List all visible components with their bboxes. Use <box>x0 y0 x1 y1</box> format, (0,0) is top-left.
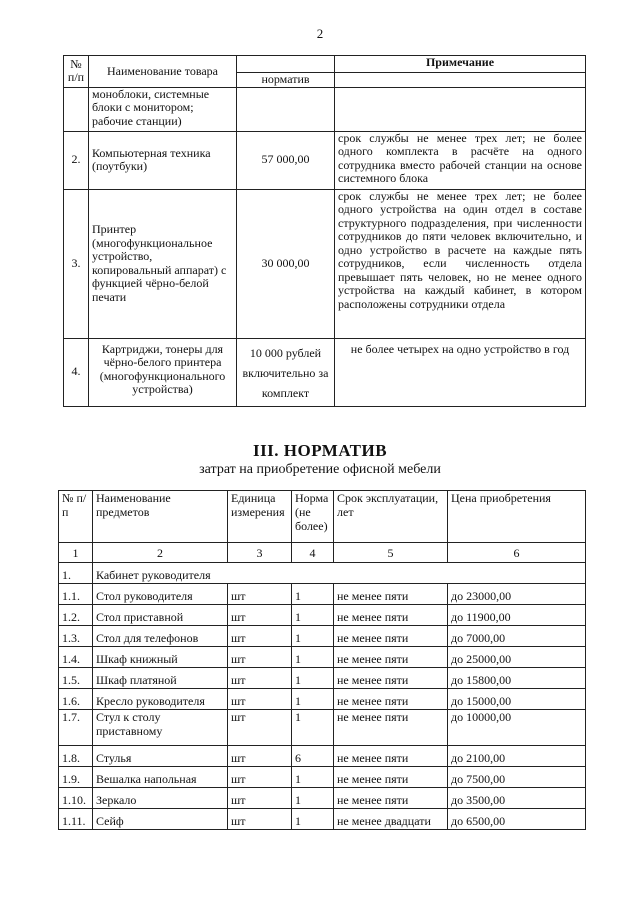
row-num: 2. <box>64 131 89 189</box>
row-norm: 1 <box>292 788 334 809</box>
col-number: 4 <box>292 543 334 563</box>
row-price: до 11900,00 <box>448 605 586 626</box>
row-name: Сейф <box>93 809 228 830</box>
row-norm: 1 <box>292 647 334 668</box>
row-num: 1.6. <box>59 689 93 710</box>
row-num: 1.2. <box>59 605 93 626</box>
table-row <box>59 689 586 710</box>
row-unit: шт <box>228 689 292 710</box>
table-row <box>59 668 586 689</box>
row-term: не менее пяти <box>334 746 448 767</box>
group-num: 1. <box>59 563 93 584</box>
row-num: 1.8. <box>59 746 93 767</box>
row-note: срок службы не менее трех лет; не более одного устройства на один отдел в составе структурного подразделения, при численности сотрудников до пяти человек включительно, и одно устройство в расчете на каждые пять сотрудников, если численность отдела превышает пять человек, но не менее одного устройства на каждый кабинет, в котором расположены сотрудники отдела <box>335 189 586 338</box>
header-name: Наименование товара <box>89 56 237 88</box>
row-norm: 1 <box>292 668 334 689</box>
table-row <box>59 710 586 746</box>
row-name: Стол для телефонов <box>93 626 228 647</box>
header-note: Примечание <box>335 56 586 73</box>
header-unit: Единица измерения <box>228 491 292 543</box>
col-number: 3 <box>228 543 292 563</box>
col-number: 1 <box>59 543 93 563</box>
header-norm-empty <box>237 56 335 73</box>
row-name: Компьютерная техника (поутбуки) <box>89 131 237 189</box>
header-note-empty <box>335 73 586 88</box>
row-term: не менее пяти <box>334 710 448 746</box>
row-num: 1.4. <box>59 647 93 668</box>
row-unit: шт <box>228 605 292 626</box>
section-subtitle: затрат на приобретение офисной мебели <box>199 462 441 477</box>
header-num: № п/п <box>59 491 93 543</box>
section-title: III. НОРМАТИВ <box>252 441 388 460</box>
row-term: не менее пяти <box>334 626 448 647</box>
row-norm <box>237 87 335 131</box>
row-unit: шт <box>228 584 292 605</box>
table-row <box>59 767 586 788</box>
row-note: срок службы не менее трех лет; не более одного комплекта в расчёте на одного сотрудника вместо рабочей станции на основе системного блока <box>335 131 586 189</box>
row-term: не менее пяти <box>334 788 448 809</box>
row-name: Стол приставной <box>93 605 228 626</box>
row-price: до 15000,00 <box>448 689 586 710</box>
row-num: 1.10. <box>59 788 93 809</box>
row-num: 1.5. <box>59 668 93 689</box>
row-unit: шт <box>228 746 292 767</box>
table-row <box>59 746 586 767</box>
header-term: Срок эксплуатации, лет <box>334 491 448 543</box>
row-unit: шт <box>228 668 292 689</box>
table-row <box>59 605 586 626</box>
table-row <box>59 647 586 668</box>
row-term: не менее пяти <box>334 689 448 710</box>
equipment-norms-table <box>63 55 586 407</box>
row-norm: 1 <box>292 710 334 746</box>
header-name: Наименование предметов <box>93 491 228 543</box>
col-number: 2 <box>93 543 228 563</box>
row-term: не менее пяти <box>334 584 448 605</box>
row-norm: 6 <box>292 746 334 767</box>
row-unit: шт <box>228 809 292 830</box>
row-term: не менее пяти <box>334 767 448 788</box>
row-unit: шт <box>228 710 292 746</box>
table-row <box>59 626 586 647</box>
row-norm: 30 000,00 <box>237 189 335 338</box>
row-num: 1.7. <box>59 710 93 746</box>
row-num: 4. <box>64 338 89 406</box>
row-num: 3. <box>64 189 89 338</box>
row-name: Вешалка напольная <box>93 767 228 788</box>
row-norm: 1 <box>292 809 334 830</box>
row-num: 1.3. <box>59 626 93 647</box>
row-price: до 6500,00 <box>448 809 586 830</box>
row-term: не менее двадцати <box>334 809 448 830</box>
row-norm: 1 <box>292 584 334 605</box>
col-number: 6 <box>448 543 586 563</box>
row-norm: 1 <box>292 689 334 710</box>
row-name: моноблоки, системные блоки с монитором; рабочие станции) <box>89 87 237 131</box>
row-norm: 1 <box>292 767 334 788</box>
row-unit: шт <box>228 788 292 809</box>
row-term: не менее пяти <box>334 668 448 689</box>
col-number: 5 <box>334 543 448 563</box>
row-num: 1.11. <box>59 809 93 830</box>
header-norm: Норма (не более) <box>292 491 334 543</box>
row-price: до 15800,00 <box>448 668 586 689</box>
row-note: не более четырех на одно устройство в год <box>335 338 586 406</box>
furniture-norms-table <box>58 490 586 830</box>
row-unit: шт <box>228 767 292 788</box>
header-price: Цена приобретения <box>448 491 586 543</box>
row-name: Стол руководителя <box>93 584 228 605</box>
row-name: Картриджи, тонеры для чёрно-белого принтера (многофункционального устройства) <box>89 338 237 406</box>
row-term: не менее пяти <box>334 605 448 626</box>
table-row <box>59 788 586 809</box>
row-name: Принтер (многофункциональное устройство, копировальный аппарат) с функцией чёрно-белой печати <box>89 189 237 338</box>
row-name: Стул к столу приставному <box>93 710 228 746</box>
row-price: до 10000,00 <box>448 710 586 746</box>
row-price: до 3500,00 <box>448 788 586 809</box>
row-price: до 7500,00 <box>448 767 586 788</box>
group-name: Кабинет руководителя <box>93 563 586 584</box>
row-price: до 7000,00 <box>448 626 586 647</box>
row-norm: 1 <box>292 605 334 626</box>
row-term: не менее пяти <box>334 647 448 668</box>
header-num: № п/п <box>64 56 89 88</box>
table-row <box>59 584 586 605</box>
row-norm: 10 000 рублей включительно за комплект <box>237 338 335 406</box>
row-norm: 57 000,00 <box>237 131 335 189</box>
row-price: до 23000,00 <box>448 584 586 605</box>
table-row <box>59 809 586 830</box>
row-price: до 25000,00 <box>448 647 586 668</box>
row-name: Стулья <box>93 746 228 767</box>
page-number: 2 <box>316 26 324 41</box>
row-num: 1.9. <box>59 767 93 788</box>
row-name: Зеркало <box>93 788 228 809</box>
row-price: до 2100,00 <box>448 746 586 767</box>
row-name: Шкаф платяной <box>93 668 228 689</box>
row-unit: шт <box>228 647 292 668</box>
header-norm: норматив <box>237 73 335 88</box>
row-name: Кресло руководителя <box>93 689 228 710</box>
row-norm: 1 <box>292 626 334 647</box>
row-name: Шкаф книжный <box>93 647 228 668</box>
row-unit: шт <box>228 626 292 647</box>
row-num <box>64 87 89 131</box>
row-note <box>335 87 586 131</box>
row-num: 1.1. <box>59 584 93 605</box>
